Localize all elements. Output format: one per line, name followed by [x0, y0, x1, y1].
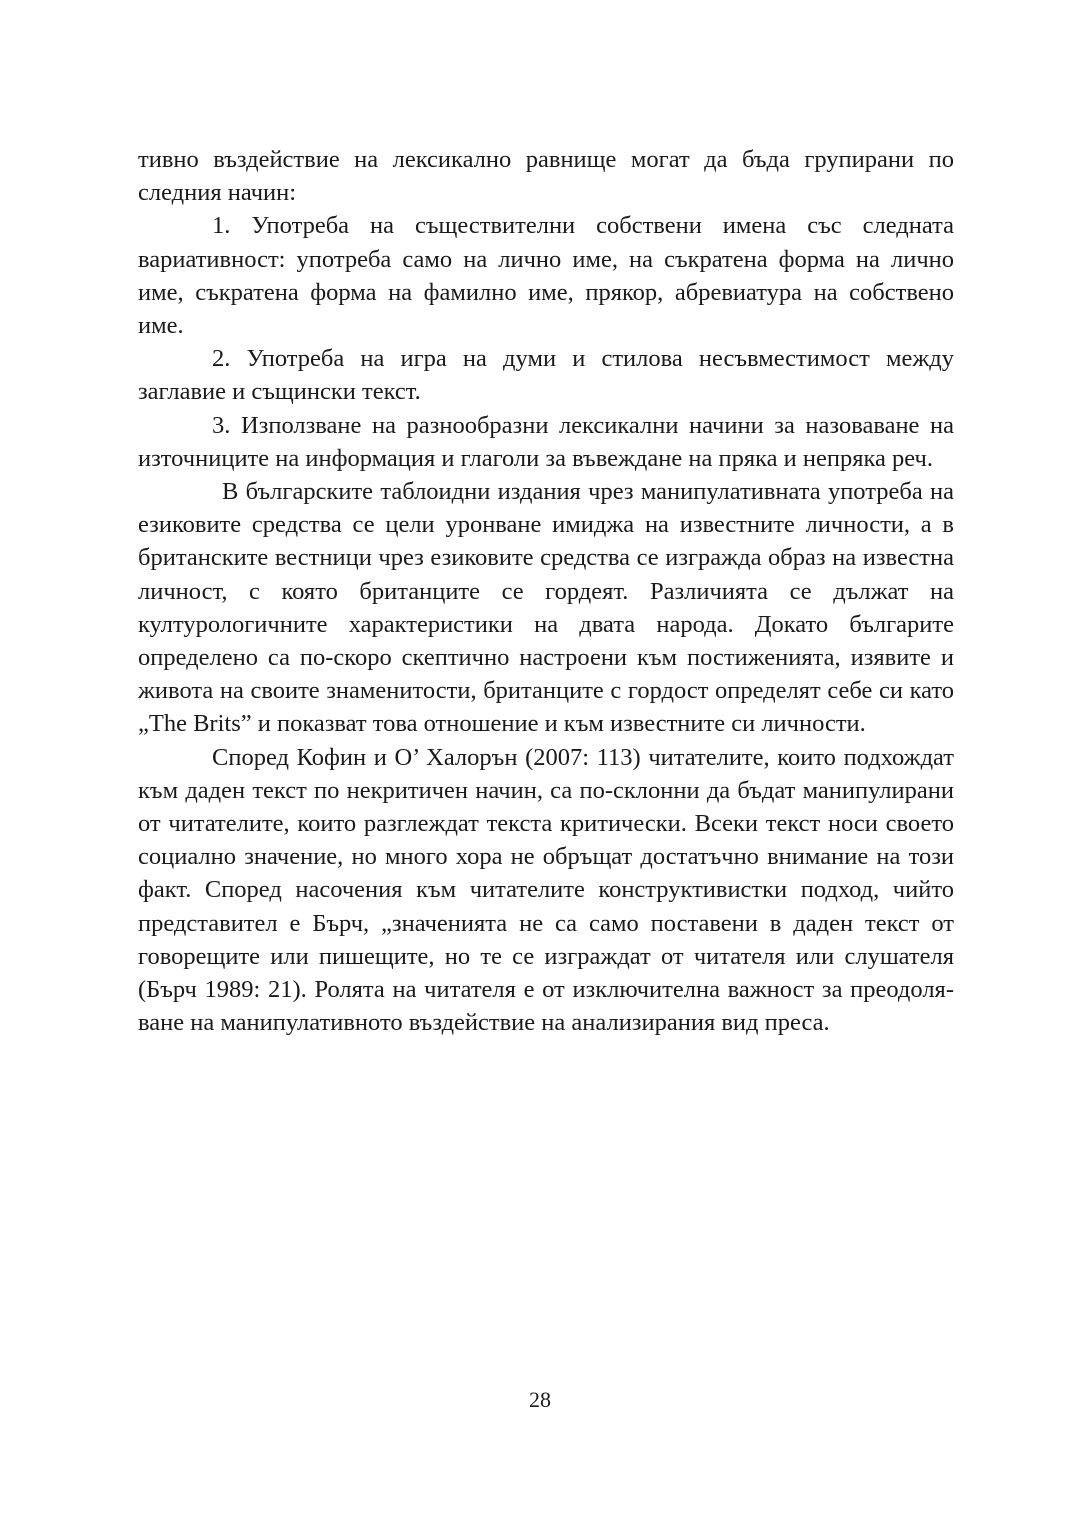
paragraph-tabloids: В българските таблоидни издания чрез манипулативната употреба на езиковите средства се цели уронване имиджа на известните личности, а в британските вестници чрез езиковите средства се изгражда образ на известна личност, с която британците се гордеят. Различията се дължат на културологичните характеристики на двата народа. Докато българите определено са по-скоро скептично настроени към постиженията, изявите и живота на своите знаменитости, британците с гордост определят себе си като „The Brits” и показват това отношение и към известните си личности.: [138, 478, 954, 738]
page-number: 28: [529, 1387, 551, 1412]
paragraph-coffin: Според Кофин и О’ Халорън (2007: 113) читателите, които подхождат към даден текст по некритичен начин, са по-склонни да бъдат манипулирани от читателите, които разглеждат текста критически. Всеки текст носи своето социално значение, но много хора не обръщат достатъчно внимание на този факт. Според насочения към читателите конструктивистки подход, чийто представител е Бърч, „значенията не са само поставени в даден текст от говорещите или пишещите, но те се изграждат от читателя или слушателя (Бърч 1989: 21). Ролята на читателя е от изключителна важност за преодоляване на манипулативното въздействие на анализирания вид преса.: [138, 743, 954, 1037]
list-item-3: 3. Използване на разнообразни лексикални начини за назоваване на източниците на информация и глаголи за въвеждане на пряка и непряка реч.: [138, 411, 954, 472]
paragraph-continuation: тивно въздействие на лексикално равнище могат да бъда групирани по следния начин:: [138, 146, 954, 207]
list-item-1: 1. Употреба на съществителни собствени имена със следната вариативност: употреба само на лично име, на съкратена форма на лично име, съкратена форма на фамилно име, прякор, абревиатура на собствено име.: [138, 212, 954, 340]
list-item-2: 2. Употреба на игра на думи и стилова несъвместимост между заглавие и същински текст.: [138, 345, 954, 406]
body-text: [138, 143, 954, 1039]
